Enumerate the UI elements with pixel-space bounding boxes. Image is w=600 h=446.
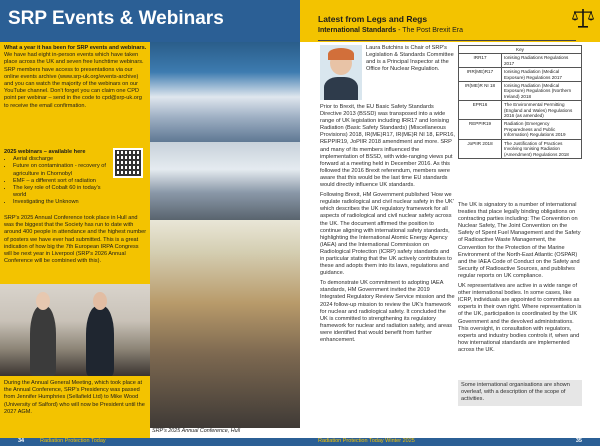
subtitle-bold: International Standards [318, 27, 397, 34]
intro-rest: We have had eight in-person events which have taken place across the UK and seven free lunchtime webinars. SRP members have access to presentations via our online events archive (www.srp-uk.org/events-archive) and you can watch the majority of the webinars on our YouTube channel. Don't forget you can claim one CPD point per webinar – send in the code to cpd@srp-uk.org to receive the email confirmation. [4, 52, 144, 109]
person-figure [30, 306, 56, 376]
page-number: 35 [575, 438, 582, 444]
subtitle-rest: - The Post Brexit Era [396, 27, 463, 34]
key-abbr: IR(ME)R NI 18 [459, 82, 502, 101]
webinar-item[interactable]: • Investigating the Unknown [13, 199, 112, 206]
page-title: SRP Events & Webinars [8, 8, 224, 29]
key-table [458, 45, 582, 159]
agm-text-block [4, 380, 147, 420]
webinars-heading: 2025 webinars – available here [4, 149, 86, 155]
footer-issue: Winter 2025 [385, 438, 415, 444]
table-row [459, 120, 582, 139]
conference-photo [150, 220, 300, 428]
webinar-item[interactable]: • Future on contamination - recovery of agriculture in Chornobyl [13, 163, 112, 177]
conference-text-block [4, 215, 147, 269]
page-number: 34 [18, 438, 25, 444]
article-paragraph: UK representatives are active in a wide range of other international bodies. In some cases, like ICRP, individuals are appointed to committees as experts in their own right. Where representation is of the UK, participation is coordinated by the UK Government and the devolved administrations. This oversight, in consultation with regulators, experts and industry bodies controls if, when and how international standards are implemented across the UK. [458, 283, 582, 353]
person-figure [86, 306, 114, 376]
table-row [459, 54, 582, 68]
author-bio: Laura Butchins is Chair of SRP's Legislation & Standards Committee and is a Principal Inspector at the Office for Nuclear Regulation. [366, 45, 454, 73]
overleaf-note: Some international organisations are shown overleaf, with a description of the scope of activities. [458, 380, 582, 406]
article-paragraph: To demonstrate UK commitment to adopting IAEA standards, HM Government invited the 2019 Integrated Regulatory Review Service mission and the 2024 follow-up mission to review the UK's framework for nuclear and radiological safety. It concluded the UK is committed to strengthening its regulatory framework for nuclear and radiation safety, and areas were identified that would benefit from further enhancement. [320, 280, 455, 343]
section-subtitle [318, 27, 463, 34]
portrait-body [324, 77, 358, 100]
webinar-item[interactable]: • The key role of Cobalt 60 in today's world [13, 185, 112, 199]
header-rule [318, 40, 576, 41]
photo-caption: SRP's 2025 Annual Conference, Hull [152, 428, 241, 434]
key-table-heading: Key [459, 46, 582, 54]
section-title: Latest from Legs and Regs [318, 14, 428, 24]
agm-text: During the Annual General Meeting, which took place at the Annual Conference, SRP's Presidency was passed from Jennifer Humphries (Sellafield Ltd) to Mike Wood (University of Salford) who will now be President until the 2027 AGM. [4, 380, 145, 415]
key-desc: Ionising Radiation (Medical Exposure) Regulations (Northern Ireland) 2018 [502, 82, 582, 101]
key-desc: Radiation (Emergency Preparedness and Public Information) Regulations 2019 [502, 120, 582, 139]
person-figure [36, 292, 50, 310]
presidency-handover-photo [0, 284, 150, 376]
article-paragraph: The UK is signatory to a number of international treaties that place legally binding obligations on contracting parties including: The Convention on Nuclear Safety, The Joint Convention on the Safety of Spent Fuel Management and the Safety of Radioactive Waste Management, the Convention for the Protection of the Marine Environment of the North-East Atlantic (OSPAR) and the IAEA Code of Conduct on the Safety and Security of Radioactive Sources, and publishes regular reports on UK compliance. [458, 202, 581, 279]
conference-photo [150, 142, 300, 220]
conference-text: SRP's 2025 Annual Conference took place in Hull and was the biggest that the Society has run to date with around 400 people in attendance and the highest number of posters we have ever had submitted. This is a great indication of how big the 7th European IRPA Congress will be next year in Liverpool (SRP's 2026 Annual Conference will be combined with this). [4, 215, 147, 265]
key-abbr: JoPIIR 2018 [459, 139, 502, 158]
key-desc: Ionising Radiations Regulations 2017 [502, 54, 582, 68]
table-row [459, 101, 582, 120]
conference-photo [150, 42, 300, 142]
article-column-1 [320, 104, 455, 347]
webinar-item[interactable]: • EMF – a different sort of radiation [13, 178, 112, 185]
webinars-list-block [4, 149, 112, 207]
key-abbr: REPPIR19 [459, 120, 502, 139]
footer-title-block [318, 438, 415, 444]
events-banner [0, 0, 300, 42]
person-figure [93, 292, 107, 310]
right-footer [300, 438, 600, 446]
key-abbr: EPR16 [459, 101, 502, 120]
key-abbr: IRR17 [459, 54, 502, 68]
webinar-item[interactable]: • Aerial discharge [13, 156, 112, 163]
key-desc: The Justification of Practices Involving Ionising Radiation (Amendment) Regulations 2018 [502, 139, 582, 158]
right-page [300, 0, 600, 446]
article-paragraph: Prior to Brexit, the EU Basic Safety Standards Directive 2013 (BSSD) was transposed into a wide range of UK legislation including IRR17 and Ionising Radiation (Basic Safety Standards) (Miscellaneous Provisions) 2018, IR(ME)R17, IR(ME)R NI 18, EPR16, REPPIR19, JoPIIR 2018 amendment and more. SRP and many of its members influenced the implementation of BSSD, with wide-ranging views put forward at a meeting held in December 2016. As this followed the 2016 Brexit referendum, members were aware that this would be the last time EU standards would directly influence UK standards. [320, 104, 455, 189]
table-row [459, 68, 582, 82]
left-footer [0, 438, 300, 446]
table-row [459, 139, 582, 158]
footer-title: Radiation Protection Today [318, 438, 384, 444]
qr-code[interactable] [113, 148, 143, 178]
article-column-2 [458, 202, 582, 357]
article-paragraph: Following Brexit, HM Government published 'How we regulate radiological and civil nuclear safety in the UK' which describes the UK regulatory framework for all aspects of radiological and civil nuclear safety across the UK. The document affirmed the position to continue aligning with international safety standards, highlighting the International Atomic Energy Agency (IAEA) and the International Commission on Radiological Protection (ICRP) safety standards and in particular stating that the UK actively contributes to these and adopts them into its laws, regulations and guidance. [320, 192, 454, 277]
scales-of-justice-icon [571, 6, 595, 30]
legs-regs-header [300, 0, 600, 42]
key-desc: The Environmental Permitting (England and Wales) Regulations 2016 (as amended) [502, 101, 582, 120]
portrait-hair [328, 48, 354, 60]
table-row [459, 82, 582, 101]
webinars-list [4, 156, 112, 206]
intro-bold: What a year it has been for SRP events and webinars. [4, 45, 147, 51]
key-abbr: IRR(ME)R17 [459, 68, 502, 82]
events-intro [4, 45, 147, 114]
qr-code-pattern [115, 150, 141, 176]
footer-title: Radiation Protection Today [40, 438, 106, 444]
author-portrait [320, 45, 362, 100]
key-desc: Ionising Radiation (Medical Exposure) Regulations 2017 [502, 68, 582, 82]
